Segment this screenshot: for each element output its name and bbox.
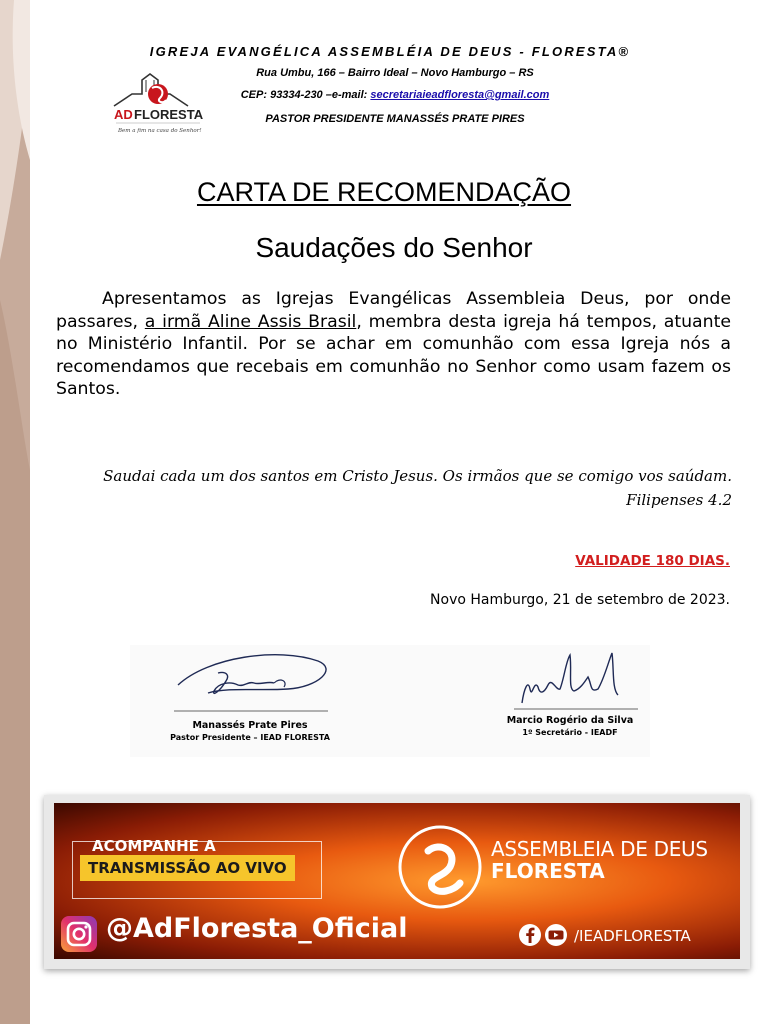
signature-2 <box>490 715 650 739</box>
validity-notice: VALIDADE 180 DIAS. <box>575 553 730 569</box>
recommendation-paragraph <box>56 288 731 401</box>
document-title-text: CARTA DE RECOMENDAÇÃO <box>196 177 572 207</box>
member-name: a irmã Aline Assis Brasil <box>144 311 357 332</box>
bible-verse <box>103 464 732 512</box>
facebook-icon <box>519 924 541 946</box>
church-logo <box>110 66 206 136</box>
signature-2-role: 1º Secretário - IEADF <box>522 728 618 737</box>
banner-brand-bottom: FLORESTA <box>491 859 605 883</box>
banner-line-1: ACOMPANHE A <box>92 837 216 855</box>
channel-name[interactable]: /IEADFLORESTA <box>574 927 691 945</box>
para-part-2: , membra desta igreja há tempos, atuante no <box>56 311 731 354</box>
band-pattern <box>0 0 30 1024</box>
email-link[interactable]: secretariaieadfloresta@gmail.com <box>370 89 550 101</box>
para-part-3: . Por se achar em comunhão com essa Igreja nós a recomendamos que recebais em comunhão no Senhor como usam fazem os Santos. <box>56 334 731 399</box>
instagram-icon[interactable] <box>60 915 98 953</box>
church-contact <box>200 89 590 101</box>
live-stream-banner <box>44 795 750 969</box>
cep-text: CEP: 93334-230 –e-mail: <box>240 89 371 101</box>
signature-1-role: Pastor Presidente – IEAD FLORESTA <box>170 733 330 742</box>
document-title <box>0 177 768 208</box>
ministry-name: Ministério Infantil <box>87 334 243 354</box>
para-part-1: Apresentamos as Igrejas Evangélicas Assembleia Deus, por onde passares, <box>56 289 731 332</box>
pastor-line: PASTOR PRESIDENTE MANASSÉS PRATE PIRES <box>265 113 525 125</box>
instagram-handle[interactable]: @AdFloresta_Oficial <box>106 913 408 944</box>
signature-1 <box>150 720 350 744</box>
banner-background <box>54 803 740 959</box>
document-date: Novo Hamburgo, 21 de setembro de 2023. <box>430 592 730 608</box>
greeting: Saudações do Senhor <box>255 232 533 263</box>
left-decorative-band <box>0 0 30 1024</box>
youtube-icon <box>545 924 567 946</box>
ad-floresta-logo-icon <box>394 821 486 913</box>
signature-2-name: Marcio Rogério da Silva <box>506 715 634 726</box>
verse-reference: Filipenses 4.2 <box>626 491 732 509</box>
logo-ad-text: AD <box>114 107 133 122</box>
banner-line-2: TRANSMISSÃO AO VIVO <box>80 855 295 881</box>
signature-1-scribble <box>168 647 338 717</box>
social-icons <box>518 923 570 947</box>
signature-1-name: Manassés Prate Pires <box>192 720 308 731</box>
svg-text:FLORESTA: FLORESTA <box>134 107 204 122</box>
church-address: Rua Umbu, 166 – Bairro Ideal – Novo Hamburgo – RS <box>256 67 534 79</box>
church-name: IGREJA EVANGÉLICA ASSEMBLÉIA DE DEUS - FLORESTA® <box>149 44 631 59</box>
banner-brand-top: ASSEMBLEIA DE DEUS <box>491 837 708 861</box>
logo-graphic <box>110 66 206 136</box>
verse-text: Saudai cada um dos santos em Cristo Jesus. Os irmãos que se comigo vos saúdam. <box>103 467 732 485</box>
signature-2-scribble <box>508 649 648 715</box>
svg-text:Bem a fim na casa do Senhor!: Bem a fim na casa do Senhor! <box>118 128 202 134</box>
signature-area <box>130 645 650 757</box>
